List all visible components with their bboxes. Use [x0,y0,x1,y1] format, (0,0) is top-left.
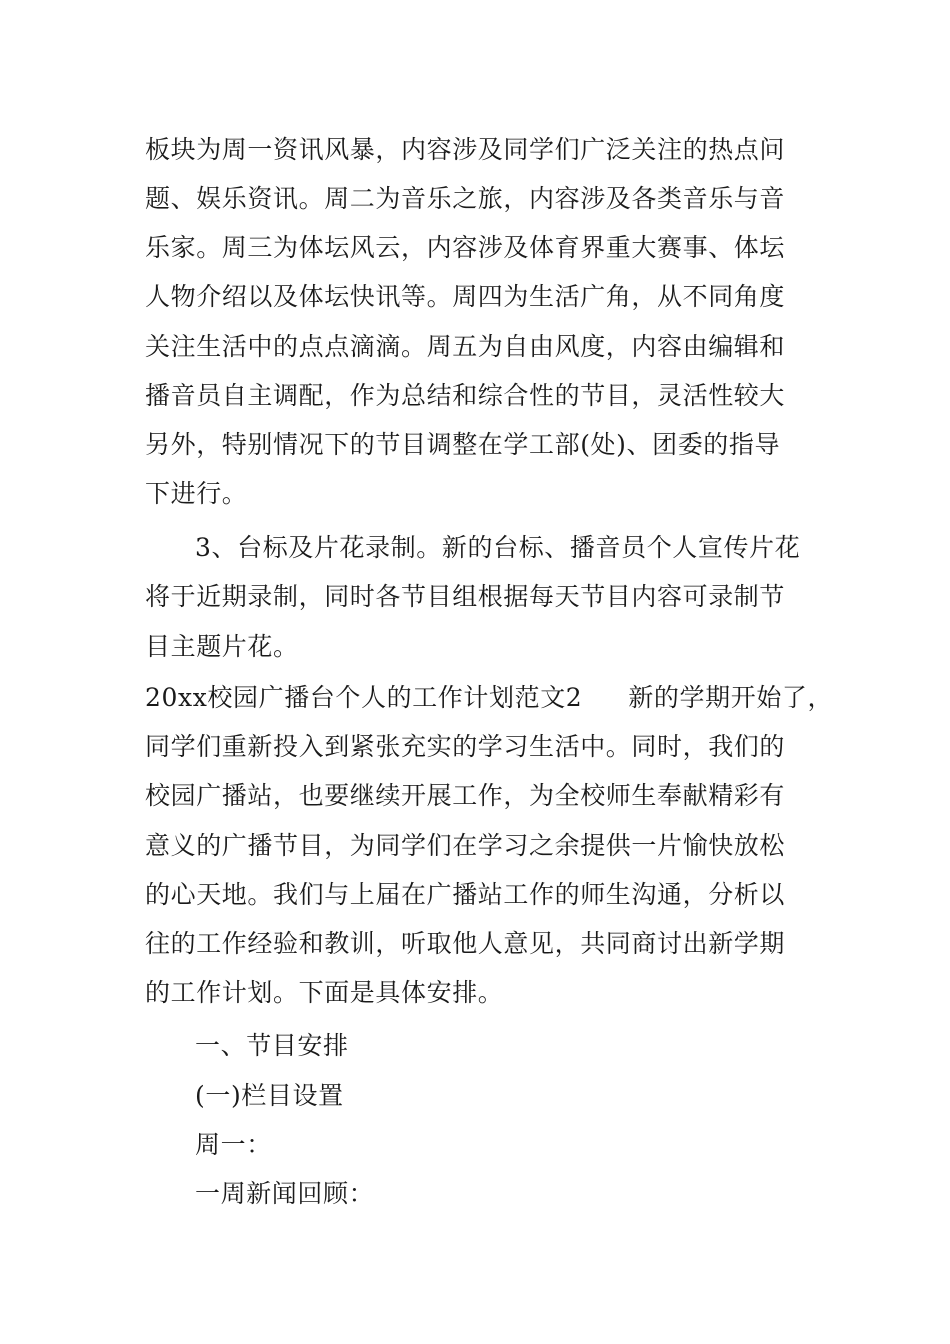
body-text-line: 人物介绍以及体坛快讯等。周四为生活广角，从不同角度 [145,282,786,311]
item-monday: 周一： [195,1130,272,1159]
body-text-line: 播音员自主调配，作为总结和综合性的节目，灵活性较大 [145,381,786,410]
heading-column-setup: (一)栏目设置 [195,1081,344,1110]
body-text-line: 乐家。周三为体坛风云，内容涉及体育界重大赛事、体坛 [145,233,786,262]
body-text-line: 同学们重新投入到紧张充实的学习生活中。同时，我们的 [145,732,786,761]
body-text-line: 的心天地。我们与上届在广播站工作的师生沟通，分析以 [145,880,786,909]
section-title-line [145,683,833,713]
body-text-line: 题、娱乐资讯。周二为音乐之旅，内容涉及各类音乐与音 [145,184,786,213]
body-text-line: 意义的广播节目，为同学们在学习之余提供一片愉快放松 [145,831,786,860]
heading-program-arrangement: 一、节目安排 [195,1031,349,1060]
section-title: 20xx校园广播台个人的工作计划范文2 [145,683,583,712]
body-text-line: 将于近期录制，同时各节目组根据每天节目内容可录制节 [145,582,786,611]
body-text-line: 目主题片花。 [145,632,299,661]
body-text-line: 的工作计划。下面是具体安排。 [145,978,504,1007]
body-text-line: 板块为周一资讯风暴，内容涉及同学们广泛关注的热点问 [145,135,786,164]
body-text-line: 校园广播站，也要继续开展工作，为全校师生奉献精彩有 [145,781,786,810]
body-text-line: 下进行。 [145,479,248,508]
body-text-line: 3、台标及片花录制。新的台标、播音员个人宣传片花 [195,533,801,562]
section-intro-start: 新的学期开始了， [628,683,834,712]
body-text-line: 往的工作经验和教训，听取他人意见，共同商讨出新学期 [145,929,786,958]
body-text-line: 关注生活中的点点滴滴。周五为自由风度，内容由编辑和 [145,332,786,361]
body-text-line: 另外，特别情况下的节目调整在学工部(处)、团委的指导 [145,430,781,459]
item-weekly-news-review: 一周新闻回顾： [195,1179,375,1208]
